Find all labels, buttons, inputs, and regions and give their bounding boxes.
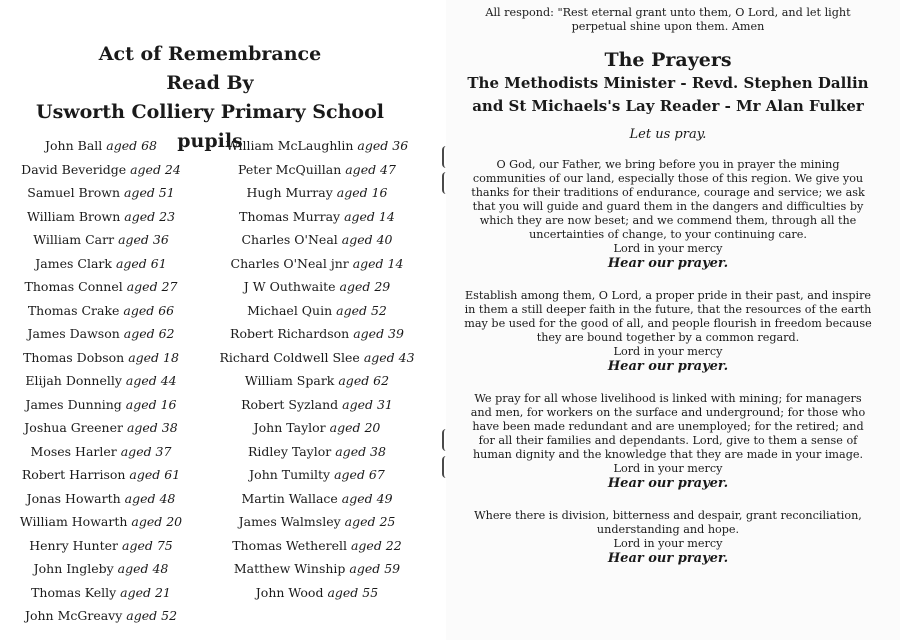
prayer-line: human dignity and the knowledge that they are made in your image. bbox=[472, 448, 864, 461]
response-lead: Lord in your mercy bbox=[613, 345, 723, 358]
name-entry bbox=[6, 252, 196, 276]
person-name: Joshua Greener bbox=[24, 420, 123, 435]
person-name: William Carr bbox=[33, 232, 115, 247]
name-entry bbox=[214, 581, 420, 605]
person-name: James Dunning bbox=[25, 396, 122, 412]
prayer-line: thanks for their traditions of endurance, courage and service; we ask bbox=[471, 186, 865, 199]
prayers-title: The Prayers bbox=[604, 49, 732, 71]
name-entry bbox=[6, 463, 196, 487]
name-entry bbox=[6, 299, 196, 323]
name-entry bbox=[6, 205, 196, 229]
name-entry bbox=[214, 510, 420, 534]
prayer-block bbox=[452, 509, 884, 566]
person-name: Thomas Connel bbox=[24, 279, 123, 294]
person-age: aged 49 bbox=[341, 490, 393, 506]
minister-line-2: and St Michaels's Lay Reader - Mr Alan Fulker bbox=[472, 97, 864, 115]
name-entry bbox=[214, 487, 420, 511]
prayer-text bbox=[452, 392, 884, 462]
person-name: Samuel Brown bbox=[27, 185, 120, 200]
name-entry bbox=[214, 228, 420, 252]
prayer-line: and men, for workers on the surface and underground; for those who bbox=[470, 406, 866, 419]
person-age: aged 61 bbox=[115, 255, 167, 271]
prayer-text bbox=[452, 289, 884, 345]
names-column-1 bbox=[6, 134, 196, 628]
person-age: aged 24 bbox=[130, 161, 181, 177]
person-name: John McGreavy bbox=[24, 608, 123, 623]
name-entry bbox=[6, 181, 196, 205]
name-entry bbox=[6, 581, 196, 605]
person-name: James Clark bbox=[35, 255, 112, 271]
name-entry bbox=[6, 228, 196, 252]
person-name: Elijah Donnelly bbox=[25, 373, 122, 388]
heading-line-1: Act of Remembrance bbox=[98, 43, 322, 65]
person-age: aged 38 bbox=[126, 420, 178, 435]
name-entry bbox=[214, 299, 420, 323]
name-entry bbox=[6, 275, 196, 299]
prayer-line: have been made redundant and are unemployed; for the retired; and bbox=[472, 420, 864, 433]
person-name: Martin Wallace bbox=[241, 490, 338, 506]
name-entry bbox=[214, 440, 420, 464]
name-entry bbox=[6, 534, 196, 558]
prayer-text bbox=[452, 509, 884, 537]
person-age: aged 16 bbox=[125, 396, 177, 412]
person-age: aged 48 bbox=[117, 561, 169, 576]
name-entry bbox=[214, 463, 420, 487]
person-age: aged 61 bbox=[129, 467, 181, 482]
name-entry bbox=[214, 534, 420, 558]
person-age: aged 39 bbox=[353, 326, 404, 341]
person-age: aged 14 bbox=[352, 255, 404, 271]
name-entry bbox=[214, 557, 420, 581]
prayer-line: that you will guide and guard them in the dangers and difficulties by bbox=[472, 200, 864, 213]
person-age: aged 21 bbox=[120, 584, 171, 600]
person-name: Henry Hunter bbox=[29, 537, 119, 553]
person-age: aged 38 bbox=[335, 443, 386, 459]
prayer-line: Establish among them, O Lord, a proper pride in their past, and inspire bbox=[464, 289, 872, 302]
prayer-line: O God, our Father, we bring before you in prayer the mining bbox=[496, 158, 840, 171]
person-name: John Wood bbox=[255, 584, 324, 600]
congregation-response: Hear our prayer. bbox=[607, 551, 729, 566]
person-age: aged 37 bbox=[120, 443, 172, 459]
person-name: Jonas Howarth bbox=[26, 490, 121, 506]
person-name: Robert Richardson bbox=[230, 326, 350, 341]
person-name: Hugh Murray bbox=[246, 185, 333, 200]
response-lead: Lord in your mercy bbox=[613, 462, 723, 475]
heading-line-3: Usworth Colliery Primary School pupils bbox=[36, 101, 384, 152]
response-lead: Lord in your mercy bbox=[613, 242, 723, 255]
congregation-response: Hear our prayer. bbox=[607, 359, 729, 374]
prayer-line: understanding and hope. bbox=[596, 523, 740, 536]
person-age: aged 62 bbox=[338, 373, 390, 388]
prayer-line: in them a still deeper faith in the future, that the resources of the earth bbox=[464, 303, 872, 316]
person-name: Robert Harrison bbox=[21, 467, 126, 482]
prayer-line: they are bound together by a common regard. bbox=[536, 331, 800, 344]
person-name: Ridley Taylor bbox=[248, 443, 332, 459]
person-name: John Tumilty bbox=[249, 467, 331, 482]
name-entry bbox=[214, 416, 420, 440]
person-age: aged 20 bbox=[329, 420, 381, 435]
prayer-line: We pray for all whose livelihood is linked with mining; for managers bbox=[474, 392, 862, 405]
person-name: James Dawson bbox=[27, 326, 120, 341]
congregation-response: Hear our prayer. bbox=[607, 476, 729, 491]
name-entry bbox=[214, 181, 420, 205]
right-page bbox=[446, 0, 900, 640]
person-age: aged 36 bbox=[118, 232, 169, 247]
person-age: aged 44 bbox=[125, 373, 177, 388]
person-age: aged 18 bbox=[128, 349, 179, 365]
person-age: aged 55 bbox=[327, 584, 379, 600]
congregation-response: Hear our prayer. bbox=[607, 256, 729, 271]
let-us-pray: Let us pray. bbox=[629, 127, 707, 142]
minister-line-1: The Methodists Minister - Revd. Stephen Dallin bbox=[467, 74, 869, 92]
name-entry bbox=[6, 393, 196, 417]
prayer-block bbox=[452, 289, 884, 374]
person-name: William Spark bbox=[244, 373, 335, 388]
name-entry bbox=[6, 322, 196, 346]
person-name: William Howarth bbox=[19, 514, 128, 529]
person-age: aged 48 bbox=[124, 490, 176, 506]
name-entry bbox=[214, 252, 420, 276]
person-age: aged 20 bbox=[131, 514, 183, 529]
respond-line-1: All respond: "Rest eternal grant unto them, O Lord, and let light bbox=[485, 6, 851, 19]
name-entry bbox=[6, 487, 196, 511]
name-entry bbox=[214, 393, 420, 417]
names-column-2 bbox=[214, 134, 420, 604]
person-name: James Walmsley bbox=[238, 514, 341, 529]
prayer-line: for all their families and dependants. Lord, give to them a sense of bbox=[478, 434, 858, 447]
name-entry bbox=[214, 205, 420, 229]
prayer-block bbox=[452, 392, 884, 491]
person-name: John Ball bbox=[45, 138, 103, 153]
person-age: aged 59 bbox=[349, 561, 401, 576]
name-entry bbox=[214, 134, 420, 158]
prayer-text bbox=[452, 158, 884, 242]
person-age: aged 66 bbox=[123, 302, 175, 318]
heading-line-2: Read By bbox=[166, 72, 254, 94]
person-age: aged 23 bbox=[124, 208, 176, 224]
person-age: aged 43 bbox=[363, 349, 415, 365]
name-entry bbox=[6, 158, 196, 182]
person-name: David Beveridge bbox=[21, 161, 127, 177]
person-age: aged 47 bbox=[345, 161, 396, 177]
person-name: Matthew Winship bbox=[233, 561, 346, 576]
person-name: Thomas Wetherell bbox=[232, 537, 347, 553]
prayers-section bbox=[452, 6, 884, 584]
name-entry bbox=[214, 158, 420, 182]
person-age: aged 14 bbox=[344, 208, 395, 224]
name-entry bbox=[214, 369, 420, 393]
name-entry bbox=[6, 346, 196, 370]
person-age: aged 67 bbox=[334, 467, 385, 482]
person-age: aged 68 bbox=[106, 138, 157, 153]
person-age: aged 62 bbox=[123, 326, 175, 341]
person-age: aged 52 bbox=[126, 608, 178, 623]
person-name: Moses Harler bbox=[30, 443, 117, 459]
person-name: Robert Syzland bbox=[241, 396, 339, 412]
person-name: Michael Quin bbox=[247, 302, 333, 318]
person-name: William McLaughlin bbox=[225, 138, 354, 153]
name-entry bbox=[214, 275, 420, 299]
person-name: J W Outhwaite bbox=[243, 279, 336, 294]
prayer-line: Where there is division, bitterness and despair, grant reconciliation, bbox=[474, 509, 862, 522]
person-age: aged 31 bbox=[342, 396, 393, 412]
person-name: Thomas Crake bbox=[27, 302, 120, 318]
person-name: Richard Coldwell Slee bbox=[219, 349, 360, 365]
prayer-line: may be used for the good of all, and people flourish in freedom because bbox=[464, 317, 872, 330]
person-age: aged 27 bbox=[126, 279, 178, 294]
prayer-line: which they are now beset; and we commend them, through all the bbox=[479, 214, 857, 227]
person-name: Thomas Dobson bbox=[23, 349, 125, 365]
response-lead: Lord in your mercy bbox=[613, 537, 723, 550]
respond-text bbox=[452, 6, 884, 34]
person-name: William Brown bbox=[26, 208, 121, 224]
prayer-line: communities of our land, especially those of this region. We give you bbox=[472, 172, 864, 185]
person-age: aged 29 bbox=[339, 279, 391, 294]
name-entry bbox=[6, 510, 196, 534]
person-age: aged 16 bbox=[336, 185, 388, 200]
prayer-line: uncertainties of change, to your continuing care. bbox=[529, 228, 807, 241]
person-age: aged 36 bbox=[357, 138, 409, 153]
person-age: aged 22 bbox=[350, 537, 402, 553]
name-entry bbox=[6, 604, 196, 628]
left-page bbox=[0, 0, 446, 640]
name-entry bbox=[6, 134, 196, 158]
name-entry bbox=[6, 557, 196, 581]
person-age: aged 51 bbox=[123, 185, 175, 200]
respond-line-2: perpetual shine upon them. Amen bbox=[571, 20, 765, 33]
prayer-block bbox=[452, 158, 884, 271]
name-entry bbox=[214, 322, 420, 346]
person-age: aged 75 bbox=[122, 537, 173, 553]
name-entry bbox=[214, 346, 420, 370]
person-name: Charles O'Neal jnr bbox=[230, 255, 349, 271]
name-entry bbox=[6, 369, 196, 393]
person-age: aged 52 bbox=[336, 302, 387, 318]
person-name: John Taylor bbox=[253, 420, 326, 435]
person-name: Thomas Murray bbox=[239, 208, 341, 224]
person-name: Peter McQuillan bbox=[238, 161, 342, 177]
name-entry bbox=[6, 416, 196, 440]
person-name: Charles O'Neal bbox=[241, 232, 338, 247]
person-name: Thomas Kelly bbox=[31, 584, 117, 600]
person-age: aged 25 bbox=[344, 514, 396, 529]
name-entry bbox=[6, 440, 196, 464]
person-name: John Ingleby bbox=[33, 561, 114, 576]
person-age: aged 40 bbox=[341, 232, 393, 247]
prayer-list bbox=[452, 158, 884, 566]
